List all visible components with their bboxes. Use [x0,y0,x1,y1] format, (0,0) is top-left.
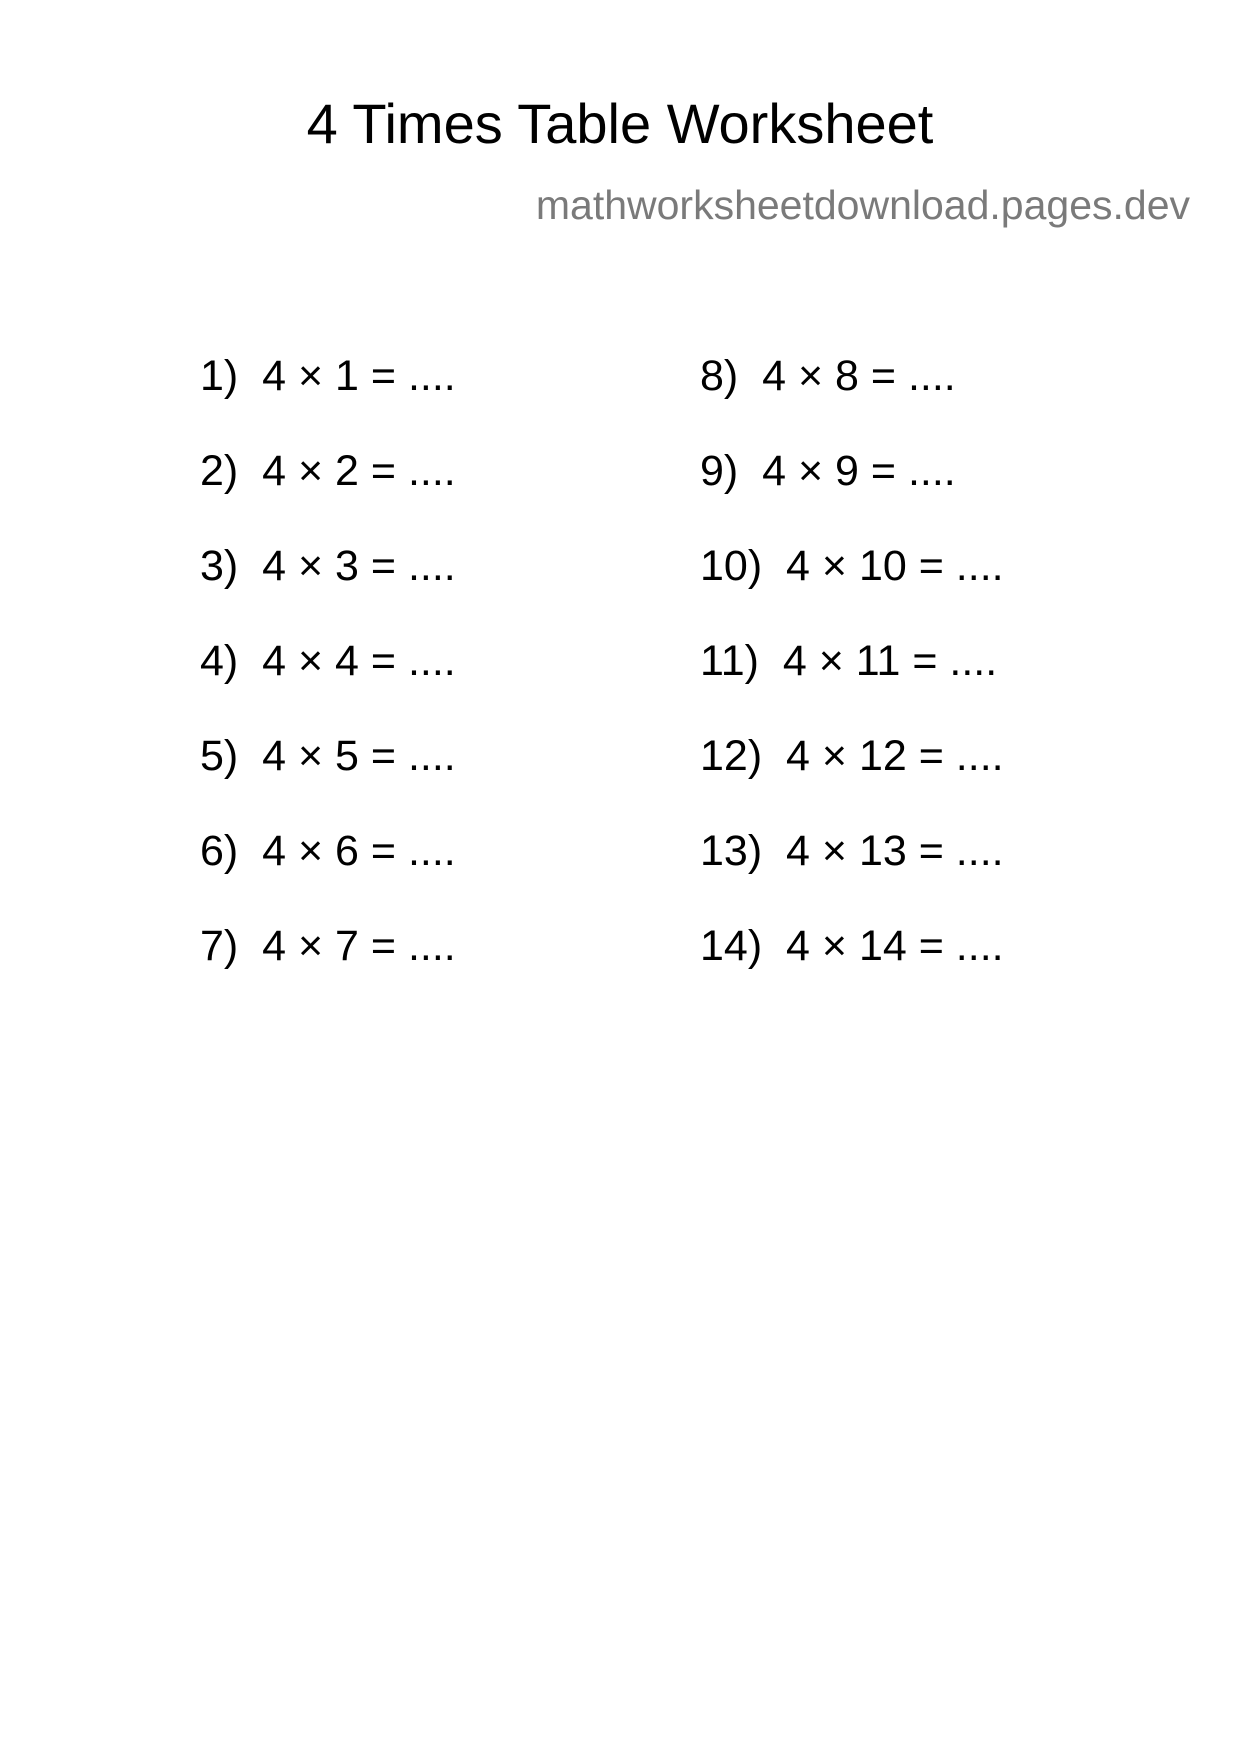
problems-column-left [200,352,456,1020]
problem-item: 3) 4 × 3 = .... [200,542,456,590]
worksheet-title: 4 Times Table Worksheet [306,92,934,155]
problem-item: 9) 4 × 9 = .... [700,447,956,495]
problem-item: 2) 4 × 2 = .... [200,447,456,495]
problem-item: 8) 4 × 8 = .... [700,352,956,400]
problem-item: 12) 4 × 12 = .... [700,732,1004,780]
problem-item: 13) 4 × 13 = .... [700,827,1004,875]
problem-item: 6) 4 × 6 = .... [200,827,456,875]
problem-item: 11) 4 × 11 = .... [700,637,998,685]
problem-item: 10) 4 × 10 = .... [700,542,1004,590]
problem-item: 4) 4 × 4 = .... [200,637,456,685]
problem-item: 7) 4 × 7 = .... [200,922,456,970]
problem-item: 1) 4 × 1 = .... [200,352,456,400]
problem-item: 14) 4 × 14 = .... [700,922,1004,970]
source-url: mathworksheetdownload.pages.dev [535,182,1190,228]
problem-item: 5) 4 × 5 = .... [200,732,456,780]
problems-column-right [700,352,1004,1020]
